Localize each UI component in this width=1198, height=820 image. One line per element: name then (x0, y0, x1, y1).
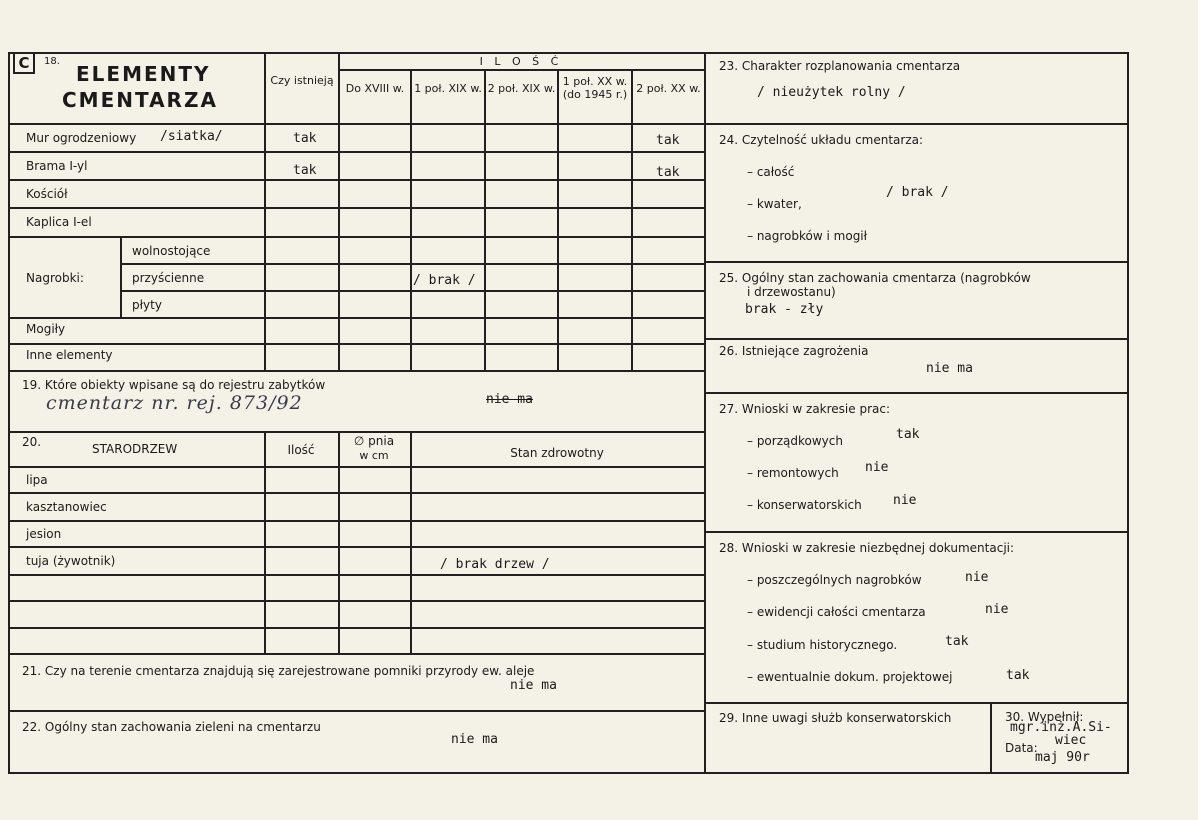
s19-bottom (8, 431, 704, 433)
row-kosciol: Kościół (26, 187, 68, 201)
s27-item-3: – konserwatorskich (747, 498, 862, 512)
column-divider (704, 52, 706, 774)
header-bottom (8, 123, 704, 125)
brama-czy: tak (293, 163, 317, 178)
frame-bottom (8, 772, 1129, 774)
s24-value: / brak / (886, 185, 949, 200)
s20-line-5 (8, 574, 704, 576)
s27-item-1: – porządkowych (747, 434, 843, 448)
s20-line-1 (8, 466, 704, 468)
s20-pnia: ∅ pnia (353, 434, 395, 448)
vline-col2 (484, 70, 486, 372)
s28-bottom (704, 702, 1128, 704)
vline-ilosc (338, 52, 340, 372)
s20-line-3 (8, 520, 704, 522)
s20-line-4 (8, 546, 704, 548)
section-18-title-1: ELEMENTY (76, 62, 211, 86)
s28-item-3: – studium historycznego. (747, 638, 898, 652)
s28-item-4: – ewentualnie dokum. projektowej (747, 670, 953, 684)
s30-date: maj 90r (1035, 750, 1090, 765)
s23-value: / nieużytek rolny / (757, 85, 906, 100)
col-header-5: 2 poł. XX w. (636, 82, 701, 95)
s28-value-1: nie (965, 570, 989, 585)
frame-top (8, 52, 1129, 54)
s21-bottom (8, 710, 704, 712)
s20-vline-1 (264, 431, 266, 655)
section-18-title-2: CMENTARZA (62, 88, 218, 112)
col-header-1: Do XVIII w. (345, 82, 405, 95)
frame-left (8, 52, 10, 774)
s27-value-3: nie (893, 493, 917, 508)
col-header-3: 2 poł. XIX w. (487, 82, 556, 95)
s24-label: 24. Czytelność układu cmentarza: (719, 133, 924, 147)
nagrobki-brak: / brak / (413, 273, 476, 288)
row-line-1 (8, 151, 704, 153)
row-line-4 (8, 236, 704, 238)
row-line-2 (8, 179, 704, 181)
vline-czy (264, 52, 266, 372)
col-header-4: 1 poł. XX w. (do 1945 r.) (562, 75, 628, 101)
frame-right (1127, 52, 1129, 774)
ilosc-header: I L O Ś Ć (479, 55, 563, 68)
s28-value-2: nie (985, 602, 1009, 617)
row-mur-note: /siatka/ (160, 129, 223, 144)
s25-bottom (704, 338, 1128, 340)
row-przyscienne: przyścienne (132, 271, 205, 285)
s27-item-2: – remontowych (747, 466, 839, 480)
row-wolnostojace: wolnostojące (132, 244, 211, 258)
s20-vline-3 (410, 431, 412, 655)
section-18-number: 18. (44, 56, 60, 67)
s24-item-1: – całość (747, 165, 795, 179)
mur-czy: tak (293, 131, 317, 146)
s27-value-2: nie (865, 460, 889, 475)
s26-value: nie ma (926, 361, 973, 376)
s20-title: STARODRZEW (92, 442, 178, 456)
s20-line-7 (8, 627, 704, 629)
row-inne: Inne elementy (26, 348, 113, 362)
s20-stan: Stan zdrowotny (510, 446, 604, 460)
s28-item-1: – poszczególnych nagrobków (747, 573, 922, 587)
row-line-5 (120, 263, 704, 265)
row-mogily: Mogiły (26, 322, 66, 336)
vline-nagrobki (120, 236, 122, 318)
s28-value-4: tak (1006, 668, 1030, 683)
ilosc-underline (338, 69, 704, 71)
s30-label: 30. Wypełnił: (1005, 710, 1084, 724)
s21-label: 21. Czy na terenie cmentarza znajdują się zarejestrowane pomniki przyrody ew. aleje (22, 664, 535, 678)
s19-label: 19. Które obiekty wpisane są do rejestru zabytków (22, 378, 326, 392)
s28-item-2: – ewidencji całości cmentarza (747, 605, 926, 619)
tree-tuja: tuja (żywotnik) (26, 554, 116, 568)
vline-col3 (557, 70, 559, 372)
s26-bottom (704, 392, 1128, 394)
s30-name-1: mgr.inż.A.Si- (1010, 720, 1112, 735)
row-plyty: płyty (132, 298, 162, 312)
s20-vline-2 (338, 431, 340, 655)
s28-value-3: tak (945, 634, 969, 649)
s20-number: 20. (22, 435, 42, 449)
row-mur: Mur ogrodzeniowy (26, 131, 137, 145)
mur-20w: tak (656, 133, 680, 148)
s30-data-label: Data: (1005, 741, 1038, 755)
row-line-6 (120, 290, 704, 292)
s30-name-2: wiec (1055, 733, 1087, 748)
vline-col4 (631, 70, 633, 372)
s22-label: 22. Ogólny stan zachowania zieleni na cmentarzu (22, 720, 321, 734)
s27-label: 27. Wnioski w zakresie prac: (719, 402, 891, 416)
s20-brak: / brak drzew / (440, 557, 550, 572)
row-nagrobki: Nagrobki: (26, 271, 84, 285)
s20-line-2 (8, 492, 704, 494)
s22-value: nie ma (451, 732, 498, 747)
s23-label: 23. Charakter rozplanowania cmentarza (719, 59, 961, 73)
s25-value: brak - zły (745, 302, 824, 317)
row-line-7 (8, 317, 704, 319)
s20-ilosc: Ilość (287, 443, 315, 457)
row-line-9 (8, 370, 704, 372)
tree-lipa: lipa (26, 473, 48, 487)
vline-col1 (410, 70, 412, 372)
s23-bottom (704, 123, 1128, 125)
s24-bottom (704, 261, 1128, 263)
czy-istnieja-header: Czy istnieją (270, 74, 334, 87)
row-line-8 (8, 343, 704, 345)
row-brama: Brama I-yl (26, 159, 88, 173)
s25-label-1: 25. Ogólny stan zachowania cmentarza (nagrobków (719, 271, 1031, 285)
s27-value-1: tak (896, 427, 920, 442)
col-header-2: 1 poł. XIX w. (414, 82, 482, 95)
brama-20w: tak (656, 165, 680, 180)
tree-kasztanowiec: kasztanowiec (26, 500, 107, 514)
s30-divider (990, 702, 992, 774)
s20-wcm: w cm (359, 449, 389, 462)
s21-value: nie ma (510, 678, 557, 693)
s25-label-2: i drzewostanu) (747, 285, 836, 299)
s19-handwritten: cmentarz nr. rej. 873/92 (46, 392, 303, 414)
s20-bottom (8, 653, 704, 655)
s24-item-2: – kwater, (747, 197, 802, 211)
row-line-3 (8, 207, 704, 209)
s19-typed: nie ma (486, 392, 533, 407)
section-letter: C (13, 52, 35, 74)
s24-item-3: – nagrobków i mogił (747, 229, 868, 243)
row-kaplica: Kaplica I-el (26, 215, 92, 229)
s27-bottom (704, 531, 1128, 533)
tree-jesion: jesion (26, 527, 62, 541)
s28-label: 28. Wnioski w zakresie niezbędnej dokumentacji: (719, 541, 1015, 555)
s20-line-6 (8, 600, 704, 602)
s26-label: 26. Istniejące zagrożenia (719, 344, 869, 358)
s29-label: 29. Inne uwagi służb konserwatorskich (719, 711, 952, 725)
